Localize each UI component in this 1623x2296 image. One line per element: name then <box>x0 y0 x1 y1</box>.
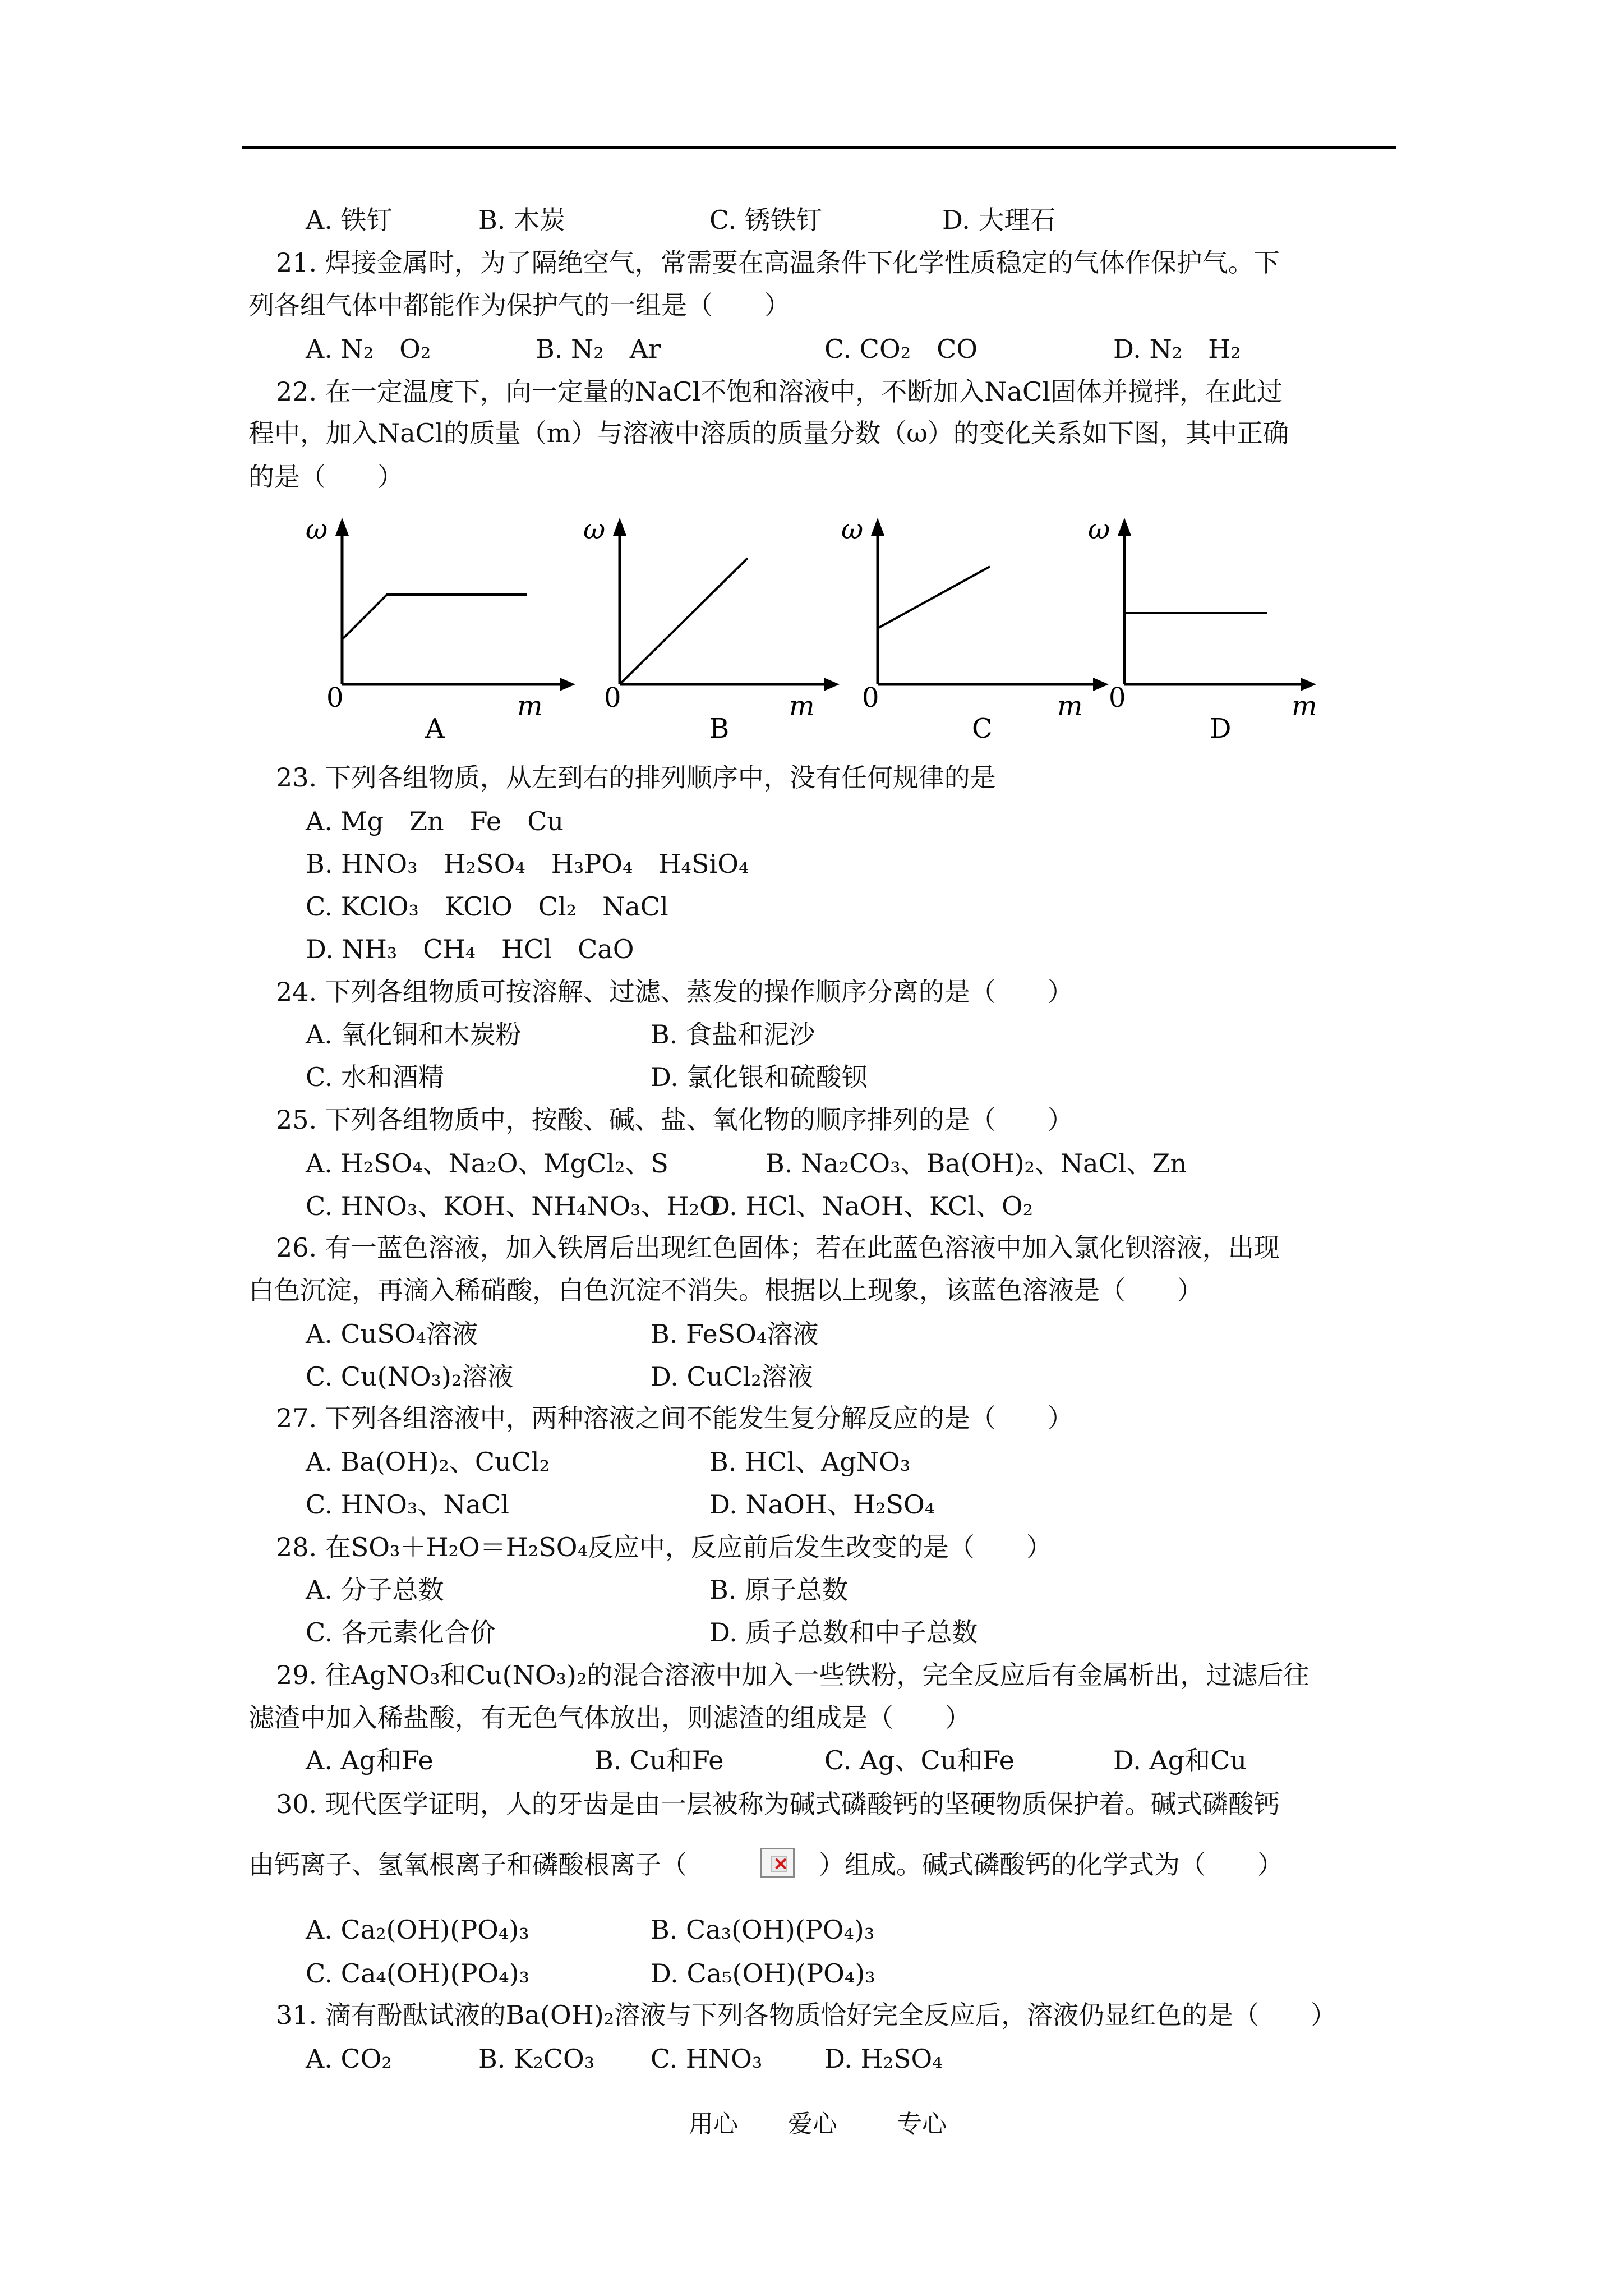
graph-d <box>1080 513 1371 749</box>
q29-option-c: C. Ag、Cu和Fe <box>824 1745 1015 1775</box>
graph-d-x-label: m <box>1292 691 1317 722</box>
q22-stem-line2: 程中，加入NaCl的质量（m）与溶液中溶质的质量分数（ω）的变化关系如下图，其中正确 <box>248 418 1289 448</box>
q21-stem-line2: 列各组气体中都能作为保护气的一组是（ ） <box>248 290 790 320</box>
q26-stem-line2: 白色沉淀，再滴入稀硝酸，白色沉淀不消失。根据以上现象，该蓝色溶液是（ ） <box>248 1275 1203 1305</box>
q31-option-c: C. HNO₃ <box>651 2044 763 2074</box>
q24-option-c: C. 水和酒精 <box>306 1062 444 1092</box>
q29-stem-line1: 29. 往AgNO₃和Cu(NO₃)₂的混合溶液中加入一些铁粉，完全反应后有金属析出，过滤后往 <box>276 1660 1310 1690</box>
q30-option-c: C. Ca₄(OH)(PO₄)₃ <box>306 1958 530 1989</box>
q30-stem-line2a: 由钙离子、氢氧根离子和磷酸根离子（ <box>248 1849 687 1880</box>
q29-option-a: A. Ag和Fe <box>306 1745 434 1775</box>
q28-option-b: B. 原子总数 <box>709 1575 849 1605</box>
q30-option-a: A. Ca₂(OH)(PO₄)₃ <box>306 1915 529 1945</box>
q28-option-d: D. 质子总数和中子总数 <box>709 1617 978 1648</box>
graph-b-origin: 0 <box>604 682 621 714</box>
q29-stem-line2: 滤渣中加入稀盐酸，有无色气体放出，则滤渣的组成是（ ） <box>248 1703 971 1733</box>
q26-option-c: C. Cu(NO₃)₂溶液 <box>306 1361 514 1392</box>
q20-option-a: A. 铁钉 <box>306 205 393 235</box>
q27-stem: 27. 下列各组溶液中，两种溶液之间不能发生复分解反应的是（ ） <box>276 1403 1073 1433</box>
q23-option-d: D. NH₃ CH₄ HCl CaO <box>306 934 634 964</box>
footer-middle: 爱心 <box>788 2110 837 2138</box>
graph-a <box>297 513 589 749</box>
q26-option-d: D. CuCl₂溶液 <box>651 1361 813 1392</box>
graph-c-x-label: m <box>1057 691 1083 722</box>
q25-option-d: D. HCl、NaOH、KCl、O₂ <box>709 1191 1034 1221</box>
q25-option-a: A. H₂SO₄、Na₂O、MgCl₂、S <box>306 1148 668 1179</box>
broken-image-icon: × <box>760 1848 795 1878</box>
q26-option-a: A. CuSO₄溶液 <box>306 1319 478 1349</box>
q30-option-b: B. Ca₃(OH)(PO₄)₃ <box>651 1915 875 1945</box>
q25-option-b: B. Na₂CO₃、Ba(OH)₂、NaCl、Zn <box>766 1148 1187 1179</box>
q21-option-d: D. N₂ H₂ <box>1113 334 1241 364</box>
q30-stem-line2b: ）组成。碱式磷酸钙的化学式为（ ） <box>819 1849 1283 1880</box>
q23-stem: 23. 下列各组物质，从左到右的排列顺序中，没有任何规律的是 <box>276 762 996 793</box>
graph-c-caption: C <box>972 713 993 744</box>
q25-stem: 25. 下列各组物质中，按酸、碱、盐、氧化物的顺序排列的是（ ） <box>276 1105 1073 1135</box>
q23-option-c: C. KClO₃ KClO Cl₂ NaCl <box>306 891 668 922</box>
footer-right: 专心 <box>897 2110 947 2138</box>
q22-stem-line3: 的是（ ） <box>248 462 403 492</box>
q28-option-a: A. 分子总数 <box>306 1575 444 1605</box>
graph-a-x-label: m <box>517 691 543 722</box>
q24-option-b: B. 食盐和泥沙 <box>651 1019 815 1050</box>
graph-d-origin: 0 <box>1109 682 1126 714</box>
q23-option-b: B. HNO₃ H₂SO₄ H₃PO₄ H₄SiO₄ <box>306 849 749 879</box>
q21-option-a: A. N₂ O₂ <box>306 334 431 364</box>
graph-a-caption: A <box>425 713 445 744</box>
q30-stem-line1: 30. 现代医学证明，人的牙齿是由一层被称为碱式磷酸钙的坚硬物质保护着。碱式磷酸钙 <box>276 1789 1280 1819</box>
q31-option-b: B. K₂CO₃ <box>478 2044 595 2074</box>
q20-option-b: B. 木炭 <box>478 205 566 235</box>
q21-option-c: C. CO₂ CO <box>824 334 978 364</box>
graph-a-y-label: ω <box>306 514 328 545</box>
q31-option-d: D. H₂SO₄ <box>824 2044 943 2074</box>
header-rule <box>242 146 1396 149</box>
q25-option-c: C. HNO₃、KOH、NH₄NO₃、H₂O <box>306 1191 721 1221</box>
graph-c-y-label: ω <box>841 514 864 545</box>
q26-stem-line1: 26. 有一蓝色溶液，加入铁屑后出现红色固体；若在此蓝色溶液中加入氯化钡溶液，出现 <box>276 1232 1280 1263</box>
q24-option-a: A. 氧化铜和木炭粉 <box>306 1019 522 1050</box>
q31-stem: 31. 滴有酚酞试液的Ba(OH)₂溶液与下列各物质恰好完全反应后，溶液仍显红色的是（ ） <box>276 2000 1337 2030</box>
q27-option-d: D. NaOH、H₂SO₄ <box>709 1489 935 1520</box>
q24-stem: 24. 下列各组物质可按溶解、过滤、蒸发的操作顺序分离的是（ ） <box>276 977 1073 1007</box>
q31-option-a: A. CO₂ <box>306 2044 392 2074</box>
graph-b-x-label: m <box>789 691 815 722</box>
q24-option-d: D. 氯化银和硫酸钡 <box>651 1062 868 1092</box>
footer-left: 用心 <box>689 2110 738 2138</box>
graph-d-caption: D <box>1210 713 1232 744</box>
graph-d-y-label: ω <box>1088 514 1110 545</box>
graph-b <box>575 513 855 749</box>
q27-option-b: B. HCl、AgNO₃ <box>709 1447 911 1477</box>
q21-option-b: B. N₂ Ar <box>536 334 661 364</box>
q23-option-a: A. Mg Zn Fe Cu <box>306 806 564 836</box>
q22-stem-line1: 22. 在一定温度下，向一定量的NaCl不饱和溶液中，不断加入NaCl固体并搅拌，在此过 <box>276 376 1283 407</box>
q30-option-d: D. Ca₅(OH)(PO₄)₃ <box>651 1958 875 1989</box>
q20-option-d: D. 大理石 <box>942 205 1056 235</box>
q28-stem: 28. 在SO₃＋H₂O＝H₂SO₄反应中，反应前后发生改变的是（ ） <box>276 1532 1052 1562</box>
q26-option-b: B. FeSO₄溶液 <box>651 1319 819 1349</box>
graph-b-y-label: ω <box>583 514 606 545</box>
graph-b-caption: B <box>709 713 730 744</box>
q29-option-b: B. Cu和Fe <box>594 1745 724 1775</box>
graph-a-origin: 0 <box>326 682 344 714</box>
q20-option-c: C. 锈铁钉 <box>709 205 822 235</box>
q21-stem-line1: 21. 焊接金属时，为了隔绝空气，常需要在高温条件下化学性质稳定的气体作保护气。下 <box>276 247 1280 278</box>
q28-option-c: C. 各元素化合价 <box>306 1617 496 1648</box>
q29-option-d: D. Ag和Cu <box>1113 1745 1247 1775</box>
q27-option-c: C. HNO₃、NaCl <box>306 1489 509 1520</box>
graph-c-origin: 0 <box>862 682 879 714</box>
q27-option-a: A. Ba(OH)₂、CuCl₂ <box>306 1447 550 1477</box>
